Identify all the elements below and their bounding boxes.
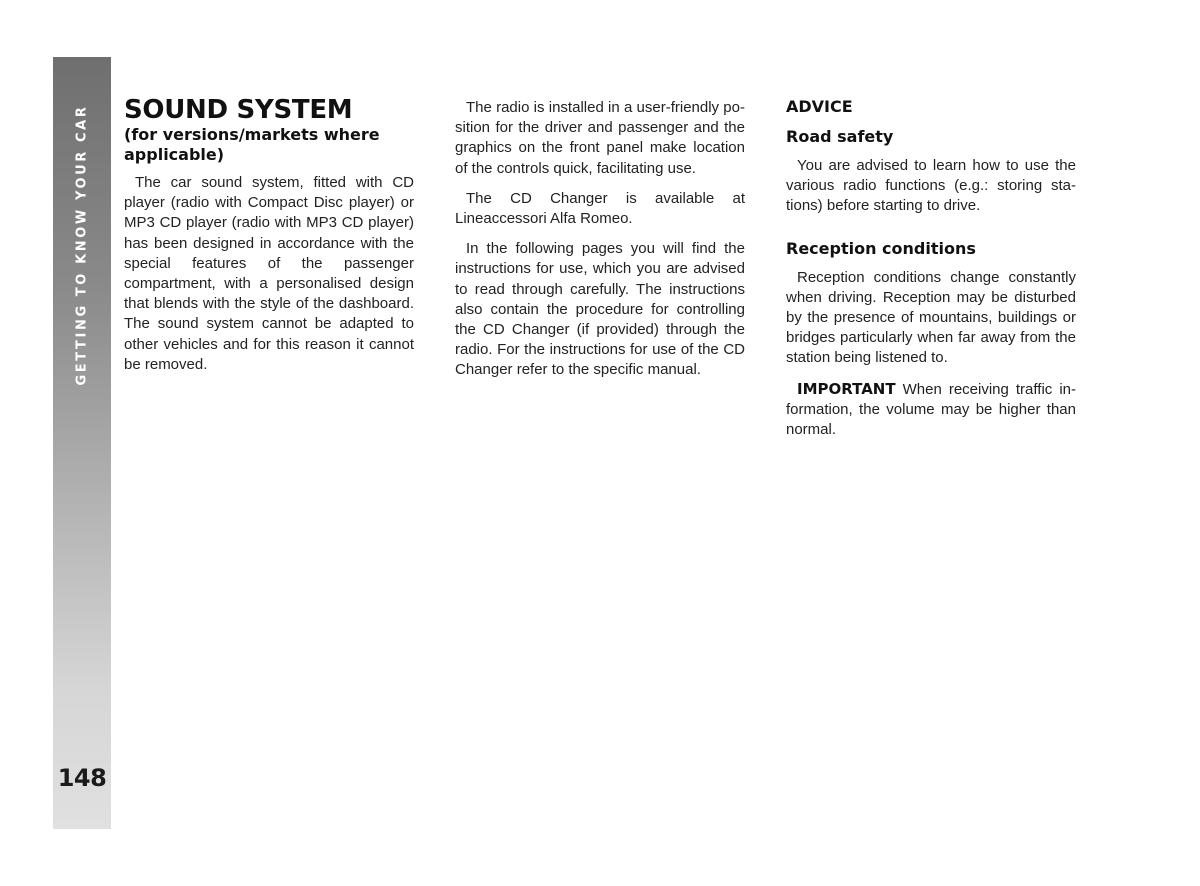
column-1	[124, 95, 414, 385]
page-number: 148	[57, 764, 107, 792]
paragraph: The radio is installed in a user-friendly position for the driver and passenger and the graphics on the front panel make location of the controls quick, facilitating use.	[455, 99, 745, 177]
paragraph: The CD Changer is available at Lineaccessori Alfa Romeo.	[455, 189, 745, 228]
important-label: IMPORTANT	[797, 379, 896, 398]
important-note	[786, 379, 1076, 441]
important-text: When receiving traffic information, the volume may be higher than normal.	[786, 380, 1076, 439]
column-3	[786, 95, 1076, 450]
reception-heading: Reception conditions	[786, 238, 976, 258]
reception-text: Reception conditions change constantly when driving. Reception may be disturbed by the presence of mountains, buildings or bridges particularly when far away from the station being listened to.	[786, 268, 1076, 367]
column-2	[455, 98, 745, 391]
advice-heading: ADVICE	[786, 97, 853, 116]
road-safety-text: You are advised to learn how to use the various radio functions (e.g.: storing stations) before starting to drive.	[786, 157, 1076, 215]
paragraph: In the following pages you will find the instructions for use, which you are advised to read through carefully. The instructions also contain the procedure for controlling the CD Changer (if provided) through the radio. For the instructions for use of the CD Changer refer to the specific manual.	[455, 240, 745, 379]
road-safety-heading: Road safety	[786, 127, 894, 146]
section-subtitle: (for versions/markets where applicable)	[124, 125, 380, 164]
chapter-label: GETTING TO KNOW YOUR CAR	[74, 104, 90, 386]
section-title: SOUND SYSTEM	[124, 95, 353, 125]
intro-paragraph: The car sound system, fitted with CD player (radio with Compact Disc player) or MP3 CD player (radio with MP3 CD player) has been designed in accordance with the special features of the passenger compartment, with a personalised design that blends with the style of the dashboard. The sound system cannot be adapted to other vehicles and for this reason it cannot be removed.	[124, 174, 414, 373]
